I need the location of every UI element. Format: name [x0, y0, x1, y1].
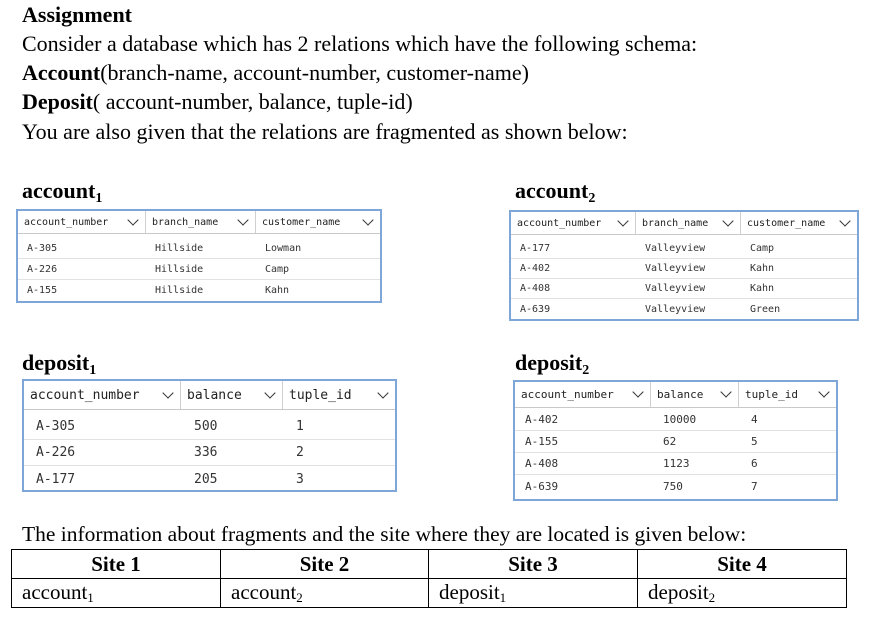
deposit2-title: deposit$_2$: [515, 350, 590, 378]
account2-col-branch-name[interactable]: branch_name: [636, 212, 741, 234]
chevron-down-icon[interactable]: [839, 215, 850, 226]
chevron-down-icon[interactable]: [818, 386, 829, 397]
sites-table: [11, 549, 847, 608]
table-row[interactable]: A-177 205 3: [36, 471, 304, 487]
page-title: Assignment: [22, 2, 133, 27]
deposit2-table: [513, 380, 838, 501]
sites-intro: The information about fragments and the site where they are located is given below:: [22, 522, 747, 546]
account1-col-branch-name[interactable]: branch_name: [146, 211, 256, 233]
account1-col-account-number[interactable]: account_number: [18, 211, 146, 233]
site-cell: deposit$_2$: [638, 579, 847, 608]
table-row[interactable]: A-226 336 2: [24, 440, 395, 466]
deposit2-header: [515, 382, 836, 408]
table-row[interactable]: A-155 Hillside Kahn: [27, 285, 290, 296]
table-row[interactable]: A-155 62 5: [515, 431, 836, 453]
site-cell: deposit$_1$: [429, 579, 638, 608]
table-row[interactable]: A-408 1123 6: [515, 453, 836, 475]
table-row[interactable]: A-226 Hillside Camp: [18, 259, 380, 280]
account2-col-customer-name[interactable]: customer_name: [741, 212, 857, 234]
site-cell: account$_1$: [12, 579, 221, 608]
deposit-schema-attrs: ( account-number, balance, tuple-id): [92, 89, 413, 114]
table-row[interactable]: A-402 Valleyview Kahn: [511, 259, 857, 279]
table-row[interactable]: A-305 500 1: [24, 414, 395, 440]
account1-col-customer-name[interactable]: customer_name: [256, 211, 380, 233]
deposit2-col-account-number[interactable]: account_number: [515, 382, 651, 407]
site-header: Site 4: [638, 550, 847, 579]
chevron-down-icon[interactable]: [162, 387, 173, 398]
chevron-down-icon[interactable]: [237, 214, 248, 225]
account1-table: [16, 209, 382, 303]
table-row[interactable]: A-639 750 7: [525, 479, 758, 493]
table-row[interactable]: A-408 Valleyview Kahn: [511, 279, 857, 299]
deposit-schema-name: Deposit: [22, 89, 93, 114]
deposit2-col-balance[interactable]: balance: [651, 382, 739, 407]
chevron-down-icon[interactable]: [127, 214, 138, 225]
table-row[interactable]: A-402 10000 4: [515, 409, 836, 431]
deposit1-col-tuple-id[interactable]: tuple_id: [283, 381, 395, 409]
deposit1-table: [22, 379, 397, 492]
site-header: Site 2: [221, 550, 429, 579]
site-header: Site 3: [429, 550, 638, 579]
deposit1-header: [24, 381, 395, 410]
chevron-down-icon[interactable]: [264, 387, 275, 398]
site-cell: account$_2$: [221, 579, 429, 608]
deposit1-title: deposit$_1$: [22, 350, 97, 378]
chevron-down-icon[interactable]: [362, 214, 373, 225]
account2-header: [511, 212, 857, 235]
chevron-down-icon[interactable]: [617, 215, 628, 226]
account2-title: account$_2$: [515, 178, 596, 206]
table-row[interactable]: A-639 Valleyview Green: [520, 303, 781, 315]
chevron-down-icon[interactable]: [720, 386, 731, 397]
account-schema-attrs: (branch-name, account-number, customer-name): [100, 60, 529, 85]
chevron-down-icon[interactable]: [632, 386, 643, 397]
deposit1-col-balance[interactable]: balance: [181, 381, 283, 409]
account-schema-name: Account: [22, 60, 101, 85]
table-row[interactable]: A-305 Hillside Lowman: [18, 238, 380, 259]
intro-text: Consider a database which has 2 relations which have the following schema:: [22, 31, 698, 56]
chevron-down-icon[interactable]: [377, 387, 388, 398]
account1-header: [18, 211, 380, 234]
deposit2-col-tuple-id[interactable]: tuple_id: [739, 382, 836, 407]
site-header: Site 1: [12, 550, 221, 579]
account1-title: account$_1$: [22, 178, 103, 206]
account2-col-account-number[interactable]: account_number: [511, 212, 636, 234]
chevron-down-icon[interactable]: [722, 215, 733, 226]
table-row[interactable]: A-177 Valleyview Camp: [511, 239, 857, 259]
account2-table: [509, 210, 859, 321]
account-schema: [22, 58, 529, 87]
deposit1-col-account-number[interactable]: account_number: [24, 381, 181, 409]
fragment-note: You are also given that the relations are fragmented as shown below:: [22, 119, 628, 144]
deposit-schema: [22, 87, 413, 116]
